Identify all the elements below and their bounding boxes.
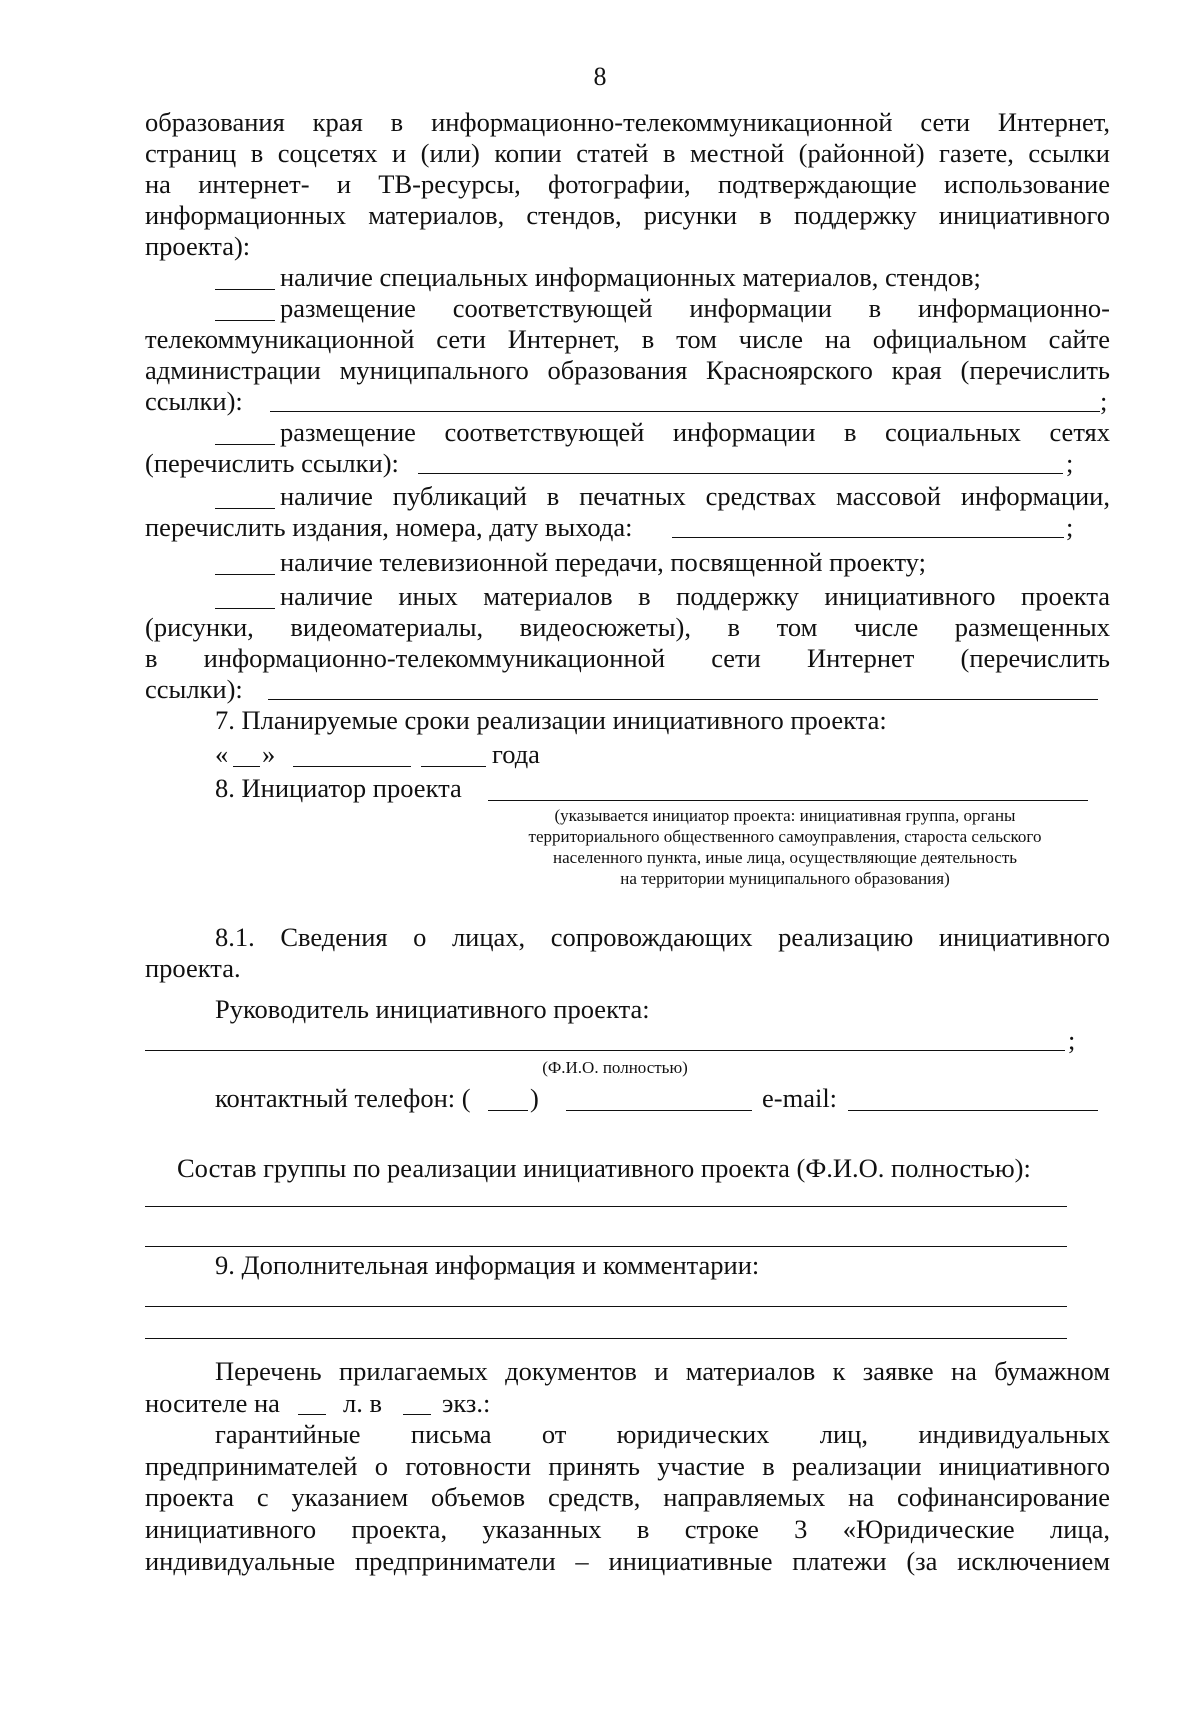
guarantee-line2: предпринимателей о готовности принять участие в реализации инициативного bbox=[145, 1451, 1110, 1481]
phone-close: ) bbox=[530, 1083, 539, 1113]
guarantee-line1: гарантийные письма от юридических лиц, индивидуальных bbox=[215, 1419, 1110, 1449]
phone-number-field[interactable] bbox=[566, 1110, 752, 1111]
section9-title: 9. Дополнительная информация и комментарии: bbox=[215, 1250, 760, 1280]
guarantee-line4: инициативного проекта, указанных в строке 3 «Юридические лица, bbox=[145, 1514, 1110, 1544]
fio-note: (Ф.И.О. полностью) bbox=[542, 1058, 688, 1077]
semicolon: ; bbox=[1066, 448, 1074, 478]
semicolon: ; bbox=[1066, 512, 1074, 542]
initiator-field[interactable] bbox=[488, 800, 1088, 801]
semicolon: ; bbox=[1100, 386, 1108, 416]
phone-label: контактный телефон: ( bbox=[215, 1083, 471, 1113]
attachments-line2-c: экз.: bbox=[442, 1388, 491, 1418]
day-field[interactable] bbox=[233, 766, 260, 767]
leader-fio-field[interactable] bbox=[145, 1050, 1065, 1051]
guarantee-line5: индивидуальные предприниматели – инициативные платежи (за исключением bbox=[145, 1546, 1110, 1576]
item-social-line2: (перечислить ссылки): bbox=[145, 448, 399, 478]
intro-paragraph bbox=[145, 107, 1110, 262]
checkbox-blank-special[interactable] bbox=[215, 289, 275, 290]
year-field[interactable] bbox=[421, 766, 486, 767]
item-internet-line4: ссылки): bbox=[145, 386, 243, 416]
month-field[interactable] bbox=[293, 766, 411, 767]
copies-count-field[interactable] bbox=[403, 1414, 431, 1415]
text-line: информационных материалов, стендов, рисунки в поддержку инициативного bbox=[145, 200, 1110, 230]
page-number: 8 bbox=[593, 62, 607, 91]
item-tv: наличие телевизионной передачи, посвященной проекту; bbox=[280, 547, 926, 577]
leader-label: Руководитель инициативного проекта: bbox=[215, 994, 650, 1024]
email-field[interactable] bbox=[848, 1110, 1098, 1111]
checkbox-blank-print[interactable] bbox=[215, 508, 275, 509]
attachments-line1: Перечень прилагаемых документов и материалов к заявке на бумажном bbox=[215, 1356, 1110, 1386]
item-other-line4: ссылки): bbox=[145, 674, 243, 704]
group-field-1[interactable] bbox=[145, 1206, 1067, 1207]
section81-line1: 8.1. Сведения о лицах, сопровождающих реализацию инициативного bbox=[215, 922, 1110, 952]
item-social-line1: размещение соответствующей информации в социальных сетях bbox=[280, 417, 1110, 447]
item-internet-line3: администрации муниципального образования Красноярского края (перечислить bbox=[145, 355, 1110, 385]
section81-line2: проекта. bbox=[145, 953, 241, 983]
group-label: Состав группы по реализации инициативного проекта (Ф.И.О. полностью): bbox=[177, 1153, 1031, 1183]
item-print-line1: наличие публикаций в печатных средствах массовой информации, bbox=[280, 481, 1110, 511]
comments-field-2[interactable] bbox=[145, 1338, 1067, 1339]
checkbox-blank-tv[interactable] bbox=[215, 574, 275, 575]
item-print-line2: перечислить издания, номера, дату выхода: bbox=[145, 512, 633, 542]
item-other-line2: (рисунки, видеоматериалы, видеосюжеты), в том числе размещенных bbox=[145, 612, 1110, 642]
attachments-line2-b: л. в bbox=[343, 1388, 382, 1418]
comments-field-1[interactable] bbox=[145, 1306, 1067, 1307]
item-internet-line1: размещение соответствующей информации в информационно- bbox=[280, 293, 1110, 323]
links-field-other[interactable] bbox=[268, 699, 1098, 700]
text-line: образования края в информационно-телекоммуникационной сети Интернет, bbox=[145, 107, 1110, 137]
attachments-line2-a: носителе на bbox=[145, 1388, 280, 1418]
guarantee-line3: проекта с указанием объемов средств, направляемых на софинансирование bbox=[145, 1482, 1110, 1512]
checkbox-blank-social[interactable] bbox=[215, 444, 275, 445]
phone-code-field[interactable] bbox=[488, 1110, 528, 1111]
year-word: года bbox=[492, 739, 540, 769]
item-other-line1: наличие иных материалов в поддержку инициативного проекта bbox=[280, 581, 1110, 611]
links-field-social[interactable] bbox=[418, 473, 1063, 474]
semicolon: ; bbox=[1068, 1025, 1076, 1055]
text-line: страниц в соцсетях и (или) копии статей в местной (районной) газете, ссылки bbox=[145, 138, 1110, 168]
quote-close: » bbox=[262, 739, 276, 769]
quote-open: « bbox=[215, 739, 229, 769]
item-internet-line2: телекоммуникационной сети Интернет, в том числе на официальном сайте bbox=[145, 324, 1110, 354]
group-field-2[interactable] bbox=[145, 1246, 1067, 1247]
text-line: проекта): bbox=[145, 231, 251, 261]
email-label: e-mail: bbox=[762, 1083, 838, 1113]
links-field-internet[interactable] bbox=[270, 411, 1100, 412]
checkbox-blank-internet[interactable] bbox=[215, 320, 275, 321]
initiator-note: (указывается инициатор проекта: инициативная группа, органы территориального общественного самоуправления, староста сельского населенного пункта, иные лица, осуществляющие деятельность на территории муниципального образования) bbox=[528, 806, 1042, 888]
checkbox-blank-other[interactable] bbox=[215, 608, 275, 609]
text-line: на интернет- и ТВ-ресурсы, фотографии, подтверждающие использование bbox=[145, 169, 1110, 199]
section8-label: 8. Инициатор проекта bbox=[215, 773, 462, 803]
sheets-count-field[interactable] bbox=[298, 1414, 326, 1415]
item-special-materials: наличие специальных информационных материалов, стендов; bbox=[280, 262, 981, 292]
publications-field[interactable] bbox=[672, 537, 1064, 538]
item-other-line3: в информационно-телекоммуникационной сети Интернет (перечислить bbox=[145, 643, 1110, 673]
section7-title: 7. Планируемые сроки реализации инициативного проекта: bbox=[215, 705, 887, 735]
